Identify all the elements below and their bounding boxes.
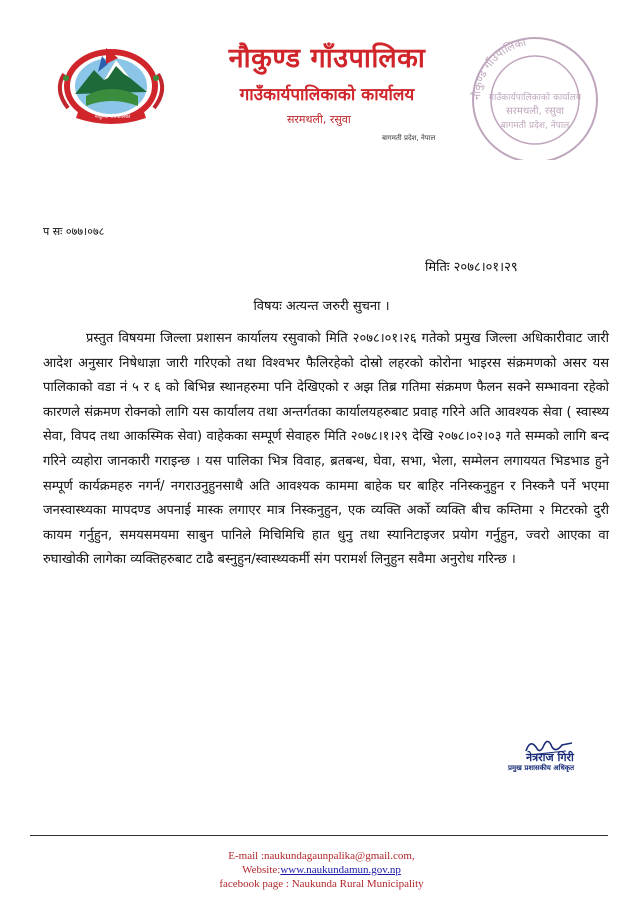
- website-link[interactable]: www.naukundamun.gov.np: [280, 864, 401, 876]
- stamp-line-1: नौकुण्ड गाँउपालिका: [469, 35, 528, 101]
- stamp-line-3: सरमथली, रसुवा: [506, 106, 564, 117]
- stamp-line-2: गाउँकार्यपालिकाको कार्यालय: [488, 93, 582, 103]
- letter-body: प्रस्तुत विषयमा जिल्ला प्रशासन कार्यालय रसुवाको मिति २०७८।०१।२६ गतेको प्रमुख जिल्ला अधिकारीवाट जारी आदेश अनुसार निषेधाज्ञा जारी गरिएको तथा विश्वभर फैलिरहेको दोस्रो लहरको कोरोना भाइरस संक्रमणको असर यस पालिकाको वडा नं ५ र ६ को बिभिन्न स्थानहरुमा पनि देखिएको र अझ तिब्र गतिमा संक्रमण फैलन सक्ने सम्भावना रहेको कारणले संक्रमण रोक्नको लागि यस कार्यालय तथा अन्तर्गतका कार्यालयहरुबाट प्रवाह गरिने अति आवश्यक सेवा ( स्वास्थ्य सेवा, विपद तथा आकस्मिक सेवा) वाहेकका सम्पूर्ण सेवाहरु मिति २०७८।१।२९ देखि २०७८।०२।०३ गते सम्मको लागि बन्द गरिने व्यहोरा जानकारी गराइन्छ । यस पालिका भित्र विवाह, ब्रतबन्ध, घेवा, सभा, भेला, सम्मेलन लगाययत भिडभाड हुने सम्पूर्ण कार्यक्रमहरु नगर्न/ नगराउनुहुनसाथै अति आवश्यक काममा बाहेक घर बाहिर ननिस्कनुहुन र निस्कनै पर्ने भएमा जनस्वास्थ्यका मापदण्ड अपनाई मास्क लगाएर मात्र निस्कनुहुन, एक व्यक्ति अर्को व्यक्ति बीच कम्तिमा २ मिटरको दुरी कायम गर्नुहुन, समयसमयमा साबुन पानिले मिचिमिचि हात धुनु तथा स्यानिटाइजर प्रयोग गर्नुहुन, ज्वरो आएका वा रुघाखोकी लागेका व्यक्तिहरुबाट टाढै बस्नुहुन/स्वास्थ्यकर्मी संग परामर्श लिनुहुन सवैमा अनुरोध गरिन्छ ।: [43, 331, 609, 568]
- letter-date: मितिः २०७८।०१।२९: [425, 260, 518, 275]
- office-subtitle: गाउँकार्यपालिकाको कार्यालय: [239, 85, 415, 105]
- svg-text:नौकुण्ड गाँउपालिका: [470, 36, 528, 101]
- footer-website: [0, 864, 643, 876]
- stamp-line-4: बागमती प्रदेश, नेपाल: [500, 121, 570, 131]
- office-stamp-icon: [450, 20, 620, 160]
- footer-divider: [30, 835, 608, 836]
- website-label: Website:: [242, 864, 281, 876]
- signatory-title: प्रमुख प्रशासकीय अधिकृत: [508, 764, 575, 772]
- office-province: बागमती प्रदेश, नेपाल: [382, 134, 436, 142]
- reference-number: प सः ०७७।०७८: [43, 225, 105, 238]
- emblem-caption: नौकुण्ड गाँउपालिका: [94, 114, 131, 120]
- footer-email: E-mail :naukundagaunpalika@gmail.com,: [228, 850, 415, 862]
- office-name: नौकुण्ड गाँउपालिका: [228, 43, 426, 74]
- letter-subject: विषयः अत्यन्त जरुरी सुचना ।: [253, 299, 390, 314]
- footer-facebook: facebook page : Naukunda Rural Municipality: [219, 878, 424, 890]
- office-address: सरमथली, रसुवा: [287, 113, 351, 126]
- signatory-name: नेत्रराज गिरी: [526, 751, 574, 764]
